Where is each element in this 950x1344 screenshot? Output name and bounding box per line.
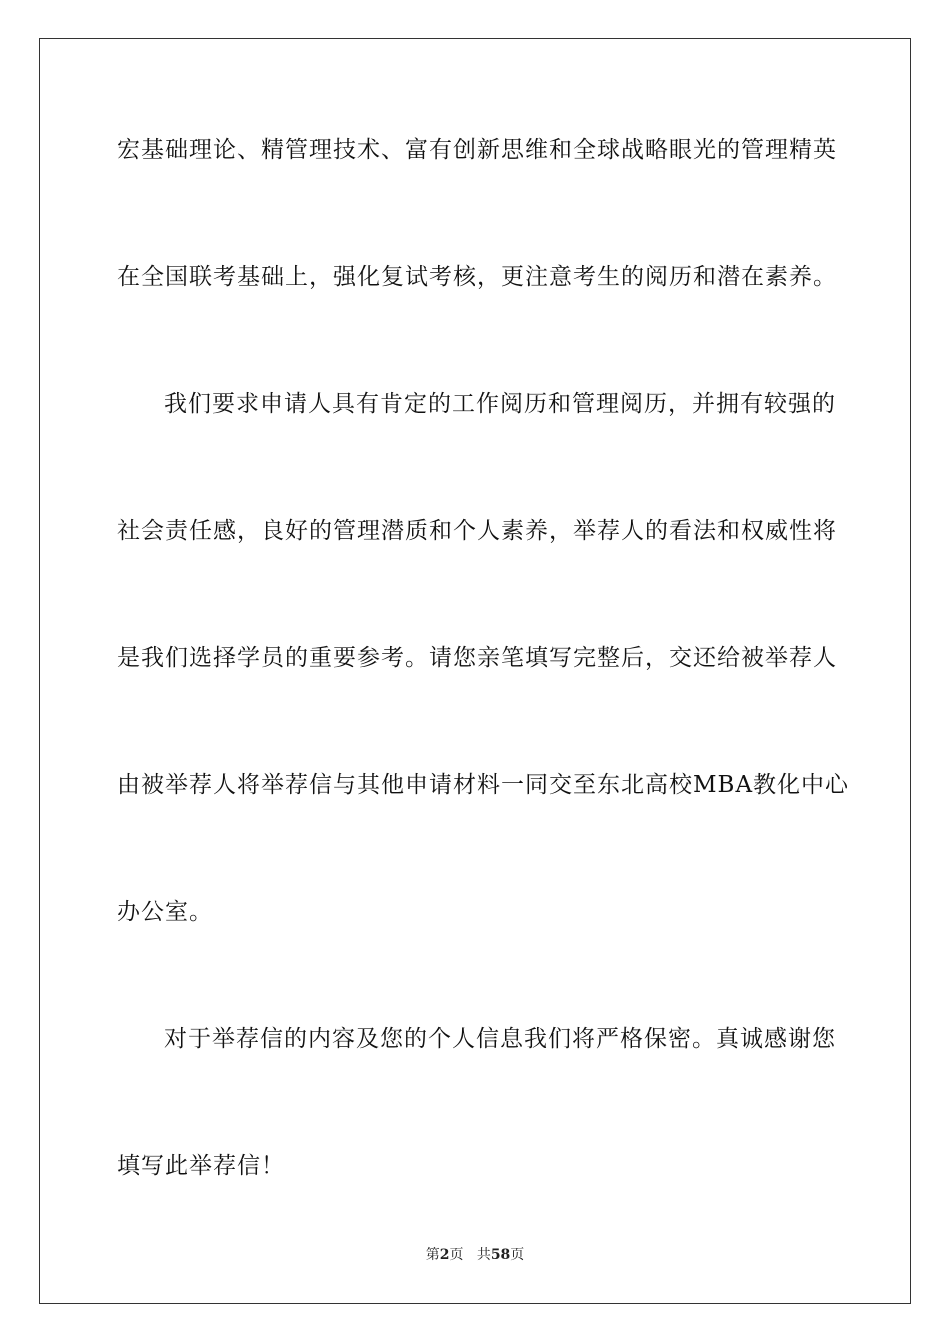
text-line-2: 在全国联考基础上，强化复试考核，更注意考生的阅历和潜在素养。 (117, 264, 837, 290)
page-prefix: 第 (425, 1247, 440, 1263)
text-line-9: 填写此举荐信！ (117, 1153, 285, 1179)
text-line-3: 我们要求申请人具有肯定的工作阅历和管理阅历，并拥有较强的 (164, 391, 836, 417)
text-line-7: 办公室。 (117, 899, 213, 925)
total-suffix: 页 (510, 1247, 525, 1263)
text-line-8: 对于举荐信的内容及您的个人信息我们将严格保密。真诚感谢您 (164, 1026, 836, 1052)
page-number: 2 (439, 1247, 450, 1263)
text-line-1: 宏基础理论、精管理技术、富有创新思维和全球战略眼光的管理精英 (117, 137, 837, 163)
total-pages: 58 (490, 1247, 511, 1263)
total-prefix: 共 (476, 1247, 491, 1263)
page-suffix: 页 (449, 1247, 464, 1263)
text-line-6: 由被举荐人将举荐信与其他申请材料一同交至东北高校MBA教化中心 (117, 772, 850, 798)
page-footer (0, 1245, 950, 1265)
text-line-4: 社会责任感，良好的管理潜质和个人素养，举荐人的看法和权威性将 (117, 518, 837, 544)
text-line-5: 是我们选择学员的重要参考。请您亲笔填写完整后，交还给被举荐人 (117, 645, 837, 671)
